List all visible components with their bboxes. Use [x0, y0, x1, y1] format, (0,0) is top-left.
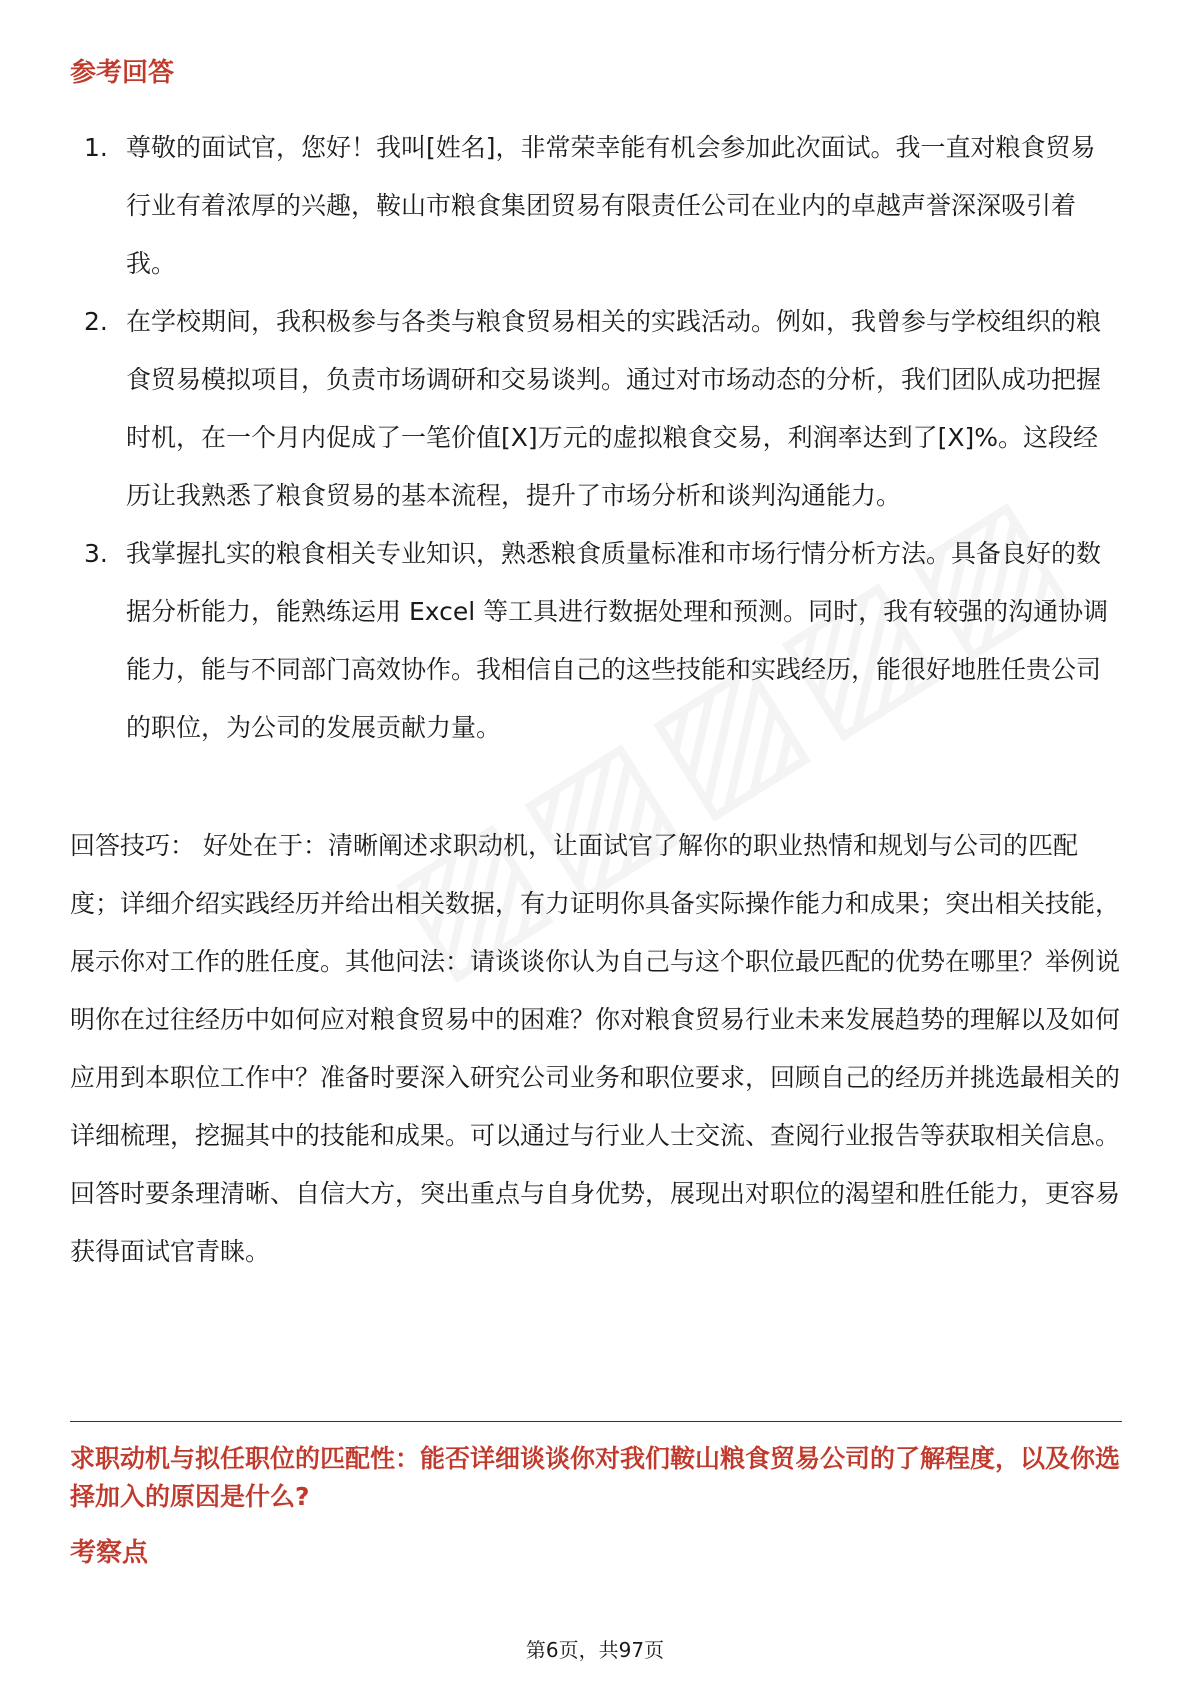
assessment-points-heading: 考察点 [70, 1538, 149, 1568]
answer-number: 1. [84, 133, 108, 162]
answer-item-3 [70, 525, 1120, 757]
answer-list [70, 119, 1120, 757]
answer-number: 2. [84, 307, 108, 336]
next-question: 求职动机与拟任职位的匹配性：能否详细谈谈你对我们鞍山粮食贸易公司的了解程度，以及你选择加入的原因是什么? [70, 1444, 1121, 1511]
answer-item-2 [70, 293, 1120, 525]
answer-text: 尊敬的面试官，您好！我叫[姓名]，非常荣幸能有机会参加此次面试。我一直对粮食贸易行业有着浓厚的兴趣，鞍山市粮食集团贸易有限责任公司在业内的卓越声誉深深吸引着我。 [126, 133, 1096, 278]
answer-text: 在学校期间，我积极参与各类与粮食贸易相关的实践活动。例如，我曾参与学校组织的粮食贸易模拟项目，负责市场调研和交易谈判。通过对市场动态的分析，我们团队成功把握时机，在一个月内促成了一笔价值[X]万元的虚拟粮食交易，利润率达到了[X]%。这段经历让我熟悉了粮食贸易的基本流程，提升了市场分析和谈判沟通能力。 [126, 307, 1102, 510]
reference-answer-heading: 参考回答 [70, 58, 175, 88]
answer-number: 3. [84, 539, 108, 568]
answer-tips: 回答技巧： 好处在于：清晰阐述求职动机，让面试官了解你的职业热情和规划与公司的匹配度；详细介绍实践经历并给出相关数据，有力证明你具备实际操作能力和成果；突出相关技能，展示你对工作的胜任度。其他问法：请谈谈你认为自己与这个职位最匹配的优势在哪里？举例说明你在过往经历中如何应对粮食贸易中的困难？你对粮食贸易行业未来发展趋势的理解以及如何应用到本职位工作中？准备时要深入研究公司业务和职位要求，回顾自己的经历并挑选最相关的详细梳理，挖掘其中的技能和成果。可以通过与行业人士交流、查阅行业报告等获取相关信息。回答时要条理清晰、自信大方，突出重点与自身优势，展现出对职位的渴望和胜任能力，更容易获得面试官青睐。 [70, 831, 1121, 1266]
section-divider [70, 1421, 1122, 1422]
answer-text: 我掌握扎实的粮食相关专业知识，熟悉粮食质量标准和市场行情分析方法。具备良好的数据分析能力，能熟练运用 Excel 等工具进行数据处理和预测。同时，我有较强的沟通协调能力，能与不同部门高效协作。我相信自己的这些技能和实践经历，能很好地胜任贵公司的职位，为公司的发展贡献力量。 [126, 539, 1109, 742]
answer-item-1 [70, 119, 1120, 293]
page-footer: 第6页，共97页 [525, 1638, 665, 1662]
